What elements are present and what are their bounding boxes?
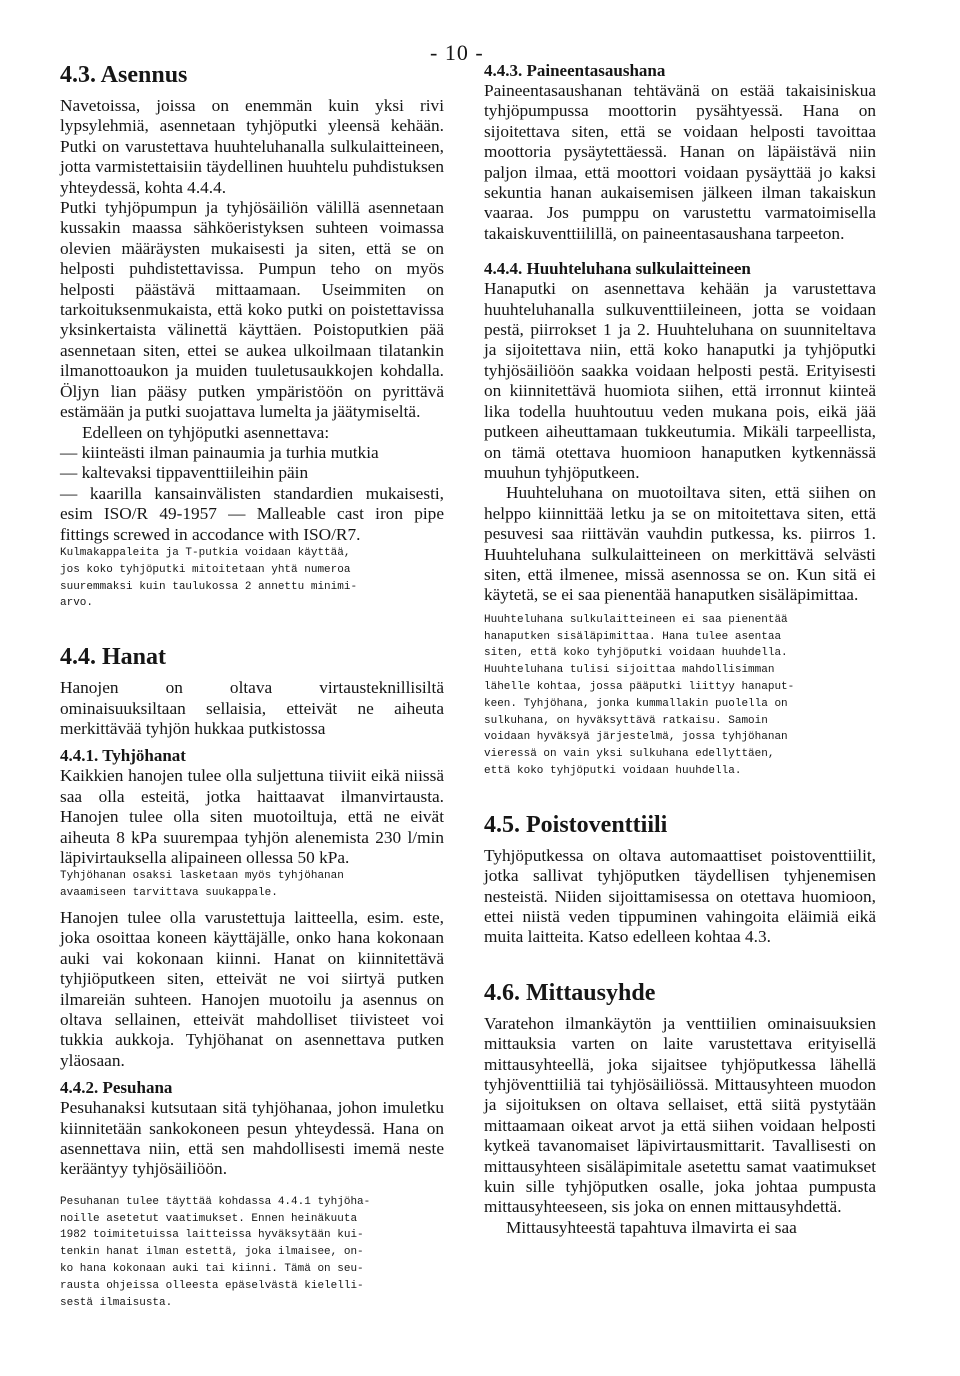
note-4-4-4: Huuhteluhana sulkulaitteineen ei saa pienentää hanaputken sisäläpimittaa. Hana tulee asentaa siten, että koko tyhjöputki voidaan huuhdella. Huuhteluhana tulisi sijoittaa mahdollisimman lähelle kohtaa, jossa pääputki liittyy hanaput- keen. Tyhjöhana, jonka kummallakin puolella on sulkuhana, on hyväksyttävä ratkaisu. Samoin voidaan hyväksyä järjestelmä, jossa tyhjöhanan vieressä on vain yksi sulkuhana edellyttäen, että koko tyhjöputki voidaan huuhdella. <box>484 613 795 777</box>
requirements-list <box>60 443 444 545</box>
heading-4-5: 4.5. Poistoventtiili <box>484 811 668 838</box>
paragraph-4-3-intro: Navetoissa, joissa on enemmän kuin yksi rivi lypsylehmiä, asennetaan tyhjöputki yleensä kehään. Putki on varustettava huuhteluhanalla sulkulaitteineen, jotta varmistettaisiin täydellinen huuhtelu puhdistuksen yhteydessä, kohta 4.4.4. <box>60 96 444 197</box>
heading-4-4-4: 4.4.4. Huuhteluhana sulkulaitteineen <box>484 259 751 279</box>
page-number: - 10 - <box>430 40 484 65</box>
paragraph-4-6-b: Mittausyhteestä tapahtuva ilmavirta ei saa <box>506 1217 797 1237</box>
paragraph-4-4: Hanojen on oltava virtausteknillisiltä ominaisuuksiltaan sellaisia, etteivät ne aiheuta merkittävää tyhjön hukkaa putkistossa <box>60 678 444 738</box>
paragraph-4-4-1-b: Hanojen tulee olla varustettuja laitteella, esim. este, joka osoittaa koneen käyttäjälle, onko hana kokonaan auki vai kokonaan kiinni. Hanat on kiinnitettävä tyhjiöputkeen siten, etteivät ne voi siirtyä putken ilmareiän suhteen. Hanojen muotoilu ja asennus on oltava sellainen, etteivät mahdolliset tiivisteet voi tukkia aukkoja. Tyhjöhanat on asennettava putken yläosaan. <box>60 907 444 1070</box>
list-item: — kiinteästi ilman painaumia ja turhia mutkia <box>60 442 379 462</box>
note-4-3: Kulmakappaleita ja T-putkia voidaan käyttää, jos koko tyhjöputki mitoitetaan yhtä numeroa suuremmaksi kuin taulukossa 2 annettu minimi- arvo. <box>60 546 358 610</box>
paragraph-4-6-a: Varatehon ilmankäytön ja venttiilien ominaisuuksien mittauksia varten on laite varustettava erityisellä mittausyhteellä, joka sijaitsee tyhjöputkessa lähellä tyhjöventtiiliä tai tyhjösäiliössä. Mittausyhteen muodon ja sijoituksen on oltava sellaiset, että siitä pystytään mittaamaan oikeat arvot ja että siihen voidaan helposti kytkeä tavanomaiset läpivirtausmittarit. Tavallisesti on mittausyhteen sisäläpimitale asetettu samat vaatimukset kuin sille tyhjöputken osalle, joka johtaa pumpusta mittausyhteeseen, sis joka on ennen mittausyhdettä. <box>484 1013 876 1217</box>
paragraph-4-4-1-a: Kaikkien hanojen tulee olla suljettuna tiiviit eikä niissä saa olla esteitä, jotka haittaavat ilmanvirtausta. Hanojen tulee olla siten muotoiltuja, että ne eivät aiheuta 8 kPa suurempaa tyhjön alenemista 230 l/min läpivirtauksella alipaineen ollessa 50 kPa. <box>60 766 444 867</box>
note-4-4-2: Pesuhanan tulee täyttää kohdassa 4.4.1 tyhjöha- noille asetetut vaatimukset. Ennen heinäkuuta 1982 toimitetuissa laitteissa hyväksytään kui- tenkin hanat ilman estettä, joka ilmaisee, on- ko hana kokonaan auki tai kiinni. Tämä on seu- rausta ohjeissa olleesta epäselvästä kielelli- sestä ilmaisusta. <box>60 1195 371 1309</box>
right-column <box>484 58 876 1238</box>
paragraph-4-4-4-b: Huuhteluhana on muotoiltava siten, että siihen on helppo kiinnittää letku ja se on mitoitettava siten, että pesuvesi saa riittävän vauhdin putkessa, ks. piirros 1. Huuhteluhana sulkulaitteineen on merkittävä selvästi siten, että ilmenee, missä asennossa se on. Kun sitä ei käytetä, se ei saa pienentää hanaputken sisäläpimittaa. <box>484 483 876 605</box>
heading-4-4-1: 4.4.1. Tyhjöhanat <box>60 746 186 766</box>
note-4-4-1: Tyhjöhanan osaksi lasketaan myös tyhjöhanan avaamiseen tarvittava suukappale. <box>60 870 344 900</box>
heading-4-4-2: 4.4.2. Pesuhana <box>60 1078 173 1098</box>
paragraph-4-4-4-a: Hanaputki on asennettava kehään ja varustettava huuhteluhanalla sulkuventtiileineen, jotta se voidaan pestä, piirrokset 1 ja 2. Huuhteluhana on suunniteltava ja sijoitettava niin, että koko hanaputki ja tyhjöputki tyhjösäiliöön saakka voidaan helposti pestä. Erityisesti on kiinnitettävä huomiota siihen, että irronnut kiinteä lika todella huuhtoutuu veden mukana pois, eikä jää putkeen aiheuttamaan tukkeutumia. Mikäli tarpeellista, on tämä otettava huomioon hanaputken kytkennässä muuhun tyhjöputkeen. <box>484 279 876 482</box>
paragraph-4-5: Tyhjöputkessa on oltava automaattiset poistoventtiilit, jotka sallivat tyhjöputken täydellisen tyhjenemisen nesteistä. Niiden sijoittamisessa on otettava huomioon, ettei niistä veden tippuminen vahingoita eläimiä eikä muita laitteita. Katso edelleen kohtaa 4.3. <box>484 845 876 947</box>
heading-4-3: 4.3. Asennus <box>60 62 188 88</box>
paragraph-4-4-2: Pesuhanaksi kutsutaan sitä tyhjöhanaa, johon imuletku kiinnitetään sankokoneen pesun yhteydessä. Hana on asennettava niin, että sen mahdollisesti imemä neste kerääntyy tyhjösäiliöön. <box>60 1098 444 1179</box>
left-column <box>60 58 444 1311</box>
list-item: — kaltevaksi tippaventtiileihin päin <box>60 463 309 483</box>
heading-4-6: 4.6. Mittausyhde <box>484 979 656 1006</box>
paragraph-4-3-installation: Putki tyhjöpumpun ja tyhjösäiliön välillä asennetaan kussakin maassa sähköeristyksen suhteen voimassa olevien määräysten mukaisesti ja siten, että se on helposti puhdistettavissa. Pumpun teho on myös helposti päästävä mittaamaan. Useimmiten on tarkoituksenmukaista, että koko putki on poistettavissa yksinkertaista välinettä käyttäen. Poistoputkien pää asennetaan siten, ettei se aukea ulkoilmaan tilatankin ilmanottoaukon ja muiden tuuletusaukkojen kohdalla. Öljyn lian pääsy putken ympäristöön on pyrittävä estämään ja putki suojattava lumelta ja jäätymiseltä. <box>60 198 444 422</box>
heading-4-4: 4.4. Hanat <box>60 644 167 671</box>
heading-4-4-3: 4.4.3. Paineentasaushana <box>484 61 666 80</box>
list-item: — kaarilla kansainvälisten standardien mukaisesti, esim ISO/R 49-1957 — Malleable cast iron pipe fittings screwed in accodance with ISO/R7. <box>60 483 444 544</box>
paragraph-4-4-3: Paineentasaushanan tehtävänä on estää takaisiniskua tyhjöpumpussa moottorin pysähtyessä. Hana on sijoitettava siten, että se voidaan helposti tavoittaa moottoria pysäytettäessä. Hanan on läpäistävä niin paljon ilmaa, että moottori voidaan pysäyttää jo kaksi sekuntia hanan aukaisemisen jälkeen ilman takaiskun vaaraa. Jos pumppu on varustettu varmatoimisella takaiskuventtiilillä, on paineentasaushana tarpeeton. <box>484 81 876 243</box>
paragraph-4-3-requirements: Edelleen on tyhjöputki asennettava: <box>82 422 330 442</box>
